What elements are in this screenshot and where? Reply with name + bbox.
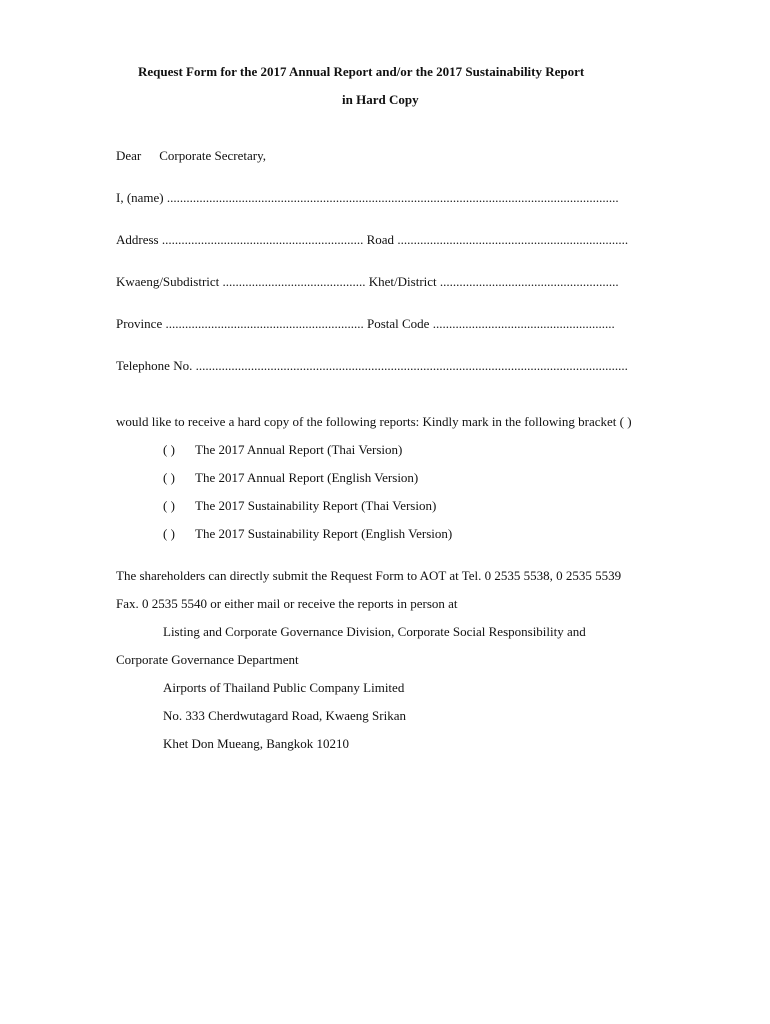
address-field-row xyxy=(116,232,628,248)
province-field-row xyxy=(116,316,615,332)
postal-code-label: Postal Code xyxy=(366,316,430,331)
option-label: The 2017 Sustainability Report (Thai Version) xyxy=(195,498,437,513)
report-option xyxy=(163,526,452,542)
submission-text-line1: The shareholders can directly submit the Request Form to AOT at Tel. 0 2535 5538, 0 2535 5539 xyxy=(116,568,622,583)
telephone-dotted-line[interactable]: ..................................................................................................................................... xyxy=(195,358,628,373)
address-label: Address xyxy=(116,232,159,247)
name-field-row xyxy=(116,190,619,206)
subdistrict-dotted-line[interactable]: ............................................ xyxy=(222,274,366,289)
road-label: Road xyxy=(366,232,395,247)
submission-address-division: Listing and Corporate Governance Division, Corporate Social Responsibility and xyxy=(163,624,586,639)
option-bracket[interactable]: ( ) xyxy=(163,442,175,457)
name-label: I, (name) xyxy=(116,190,164,205)
postal-code-dotted-line[interactable]: ........................................................ xyxy=(432,316,615,331)
telephone-label: Telephone No. xyxy=(116,358,193,373)
name-dotted-line[interactable]: ........................................................................................................................................... xyxy=(166,190,619,205)
option-bracket[interactable]: ( ) xyxy=(163,498,175,513)
form-title: Request Form for the 2017 Annual Report and/or the 2017 Sustainability Report xyxy=(138,64,585,79)
salutation xyxy=(116,148,266,164)
request-intro: would like to receive a hard copy of the following reports: Kindly mark in the following bracket ( ) xyxy=(116,414,632,429)
district-dotted-line[interactable]: ....................................................... xyxy=(439,274,619,289)
subdistrict-label: Kwaeng/Subdistrict xyxy=(116,274,220,289)
address-dotted-line[interactable]: .............................................................. xyxy=(161,232,364,247)
option-bracket[interactable]: ( ) xyxy=(163,470,175,485)
report-option xyxy=(163,470,418,486)
form-title-subline: in Hard Copy xyxy=(342,92,419,107)
option-label: The 2017 Annual Report (English Version) xyxy=(195,470,419,485)
report-option xyxy=(163,442,402,458)
subdistrict-field-row xyxy=(116,274,619,290)
district-label: Khet/District xyxy=(368,274,437,289)
option-label: The 2017 Sustainability Report (English Version) xyxy=(195,526,453,541)
province-dotted-line[interactable]: ............................................................. xyxy=(165,316,364,331)
submission-address-city: Khet Don Mueang, Bangkok 10210 xyxy=(163,736,349,751)
road-dotted-line[interactable]: ....................................................................... xyxy=(397,232,629,247)
submission-text-line2: Fax. 0 2535 5540 or either mail or receive the reports in person at xyxy=(116,596,458,611)
report-option xyxy=(163,498,436,514)
option-bracket[interactable]: ( ) xyxy=(163,526,175,541)
submission-address-department: Corporate Governance Department xyxy=(116,652,299,667)
province-label: Province xyxy=(116,316,163,331)
submission-address-road: No. 333 Cherdwutagard Road, Kwaeng Srikan xyxy=(163,708,406,723)
salutation-dear: Dear xyxy=(116,148,142,163)
salutation-recipient: Corporate Secretary, xyxy=(159,148,266,163)
option-label: The 2017 Annual Report (Thai Version) xyxy=(195,442,403,457)
telephone-field-row xyxy=(116,358,628,374)
submission-address-company: Airports of Thailand Public Company Limited xyxy=(163,680,405,695)
